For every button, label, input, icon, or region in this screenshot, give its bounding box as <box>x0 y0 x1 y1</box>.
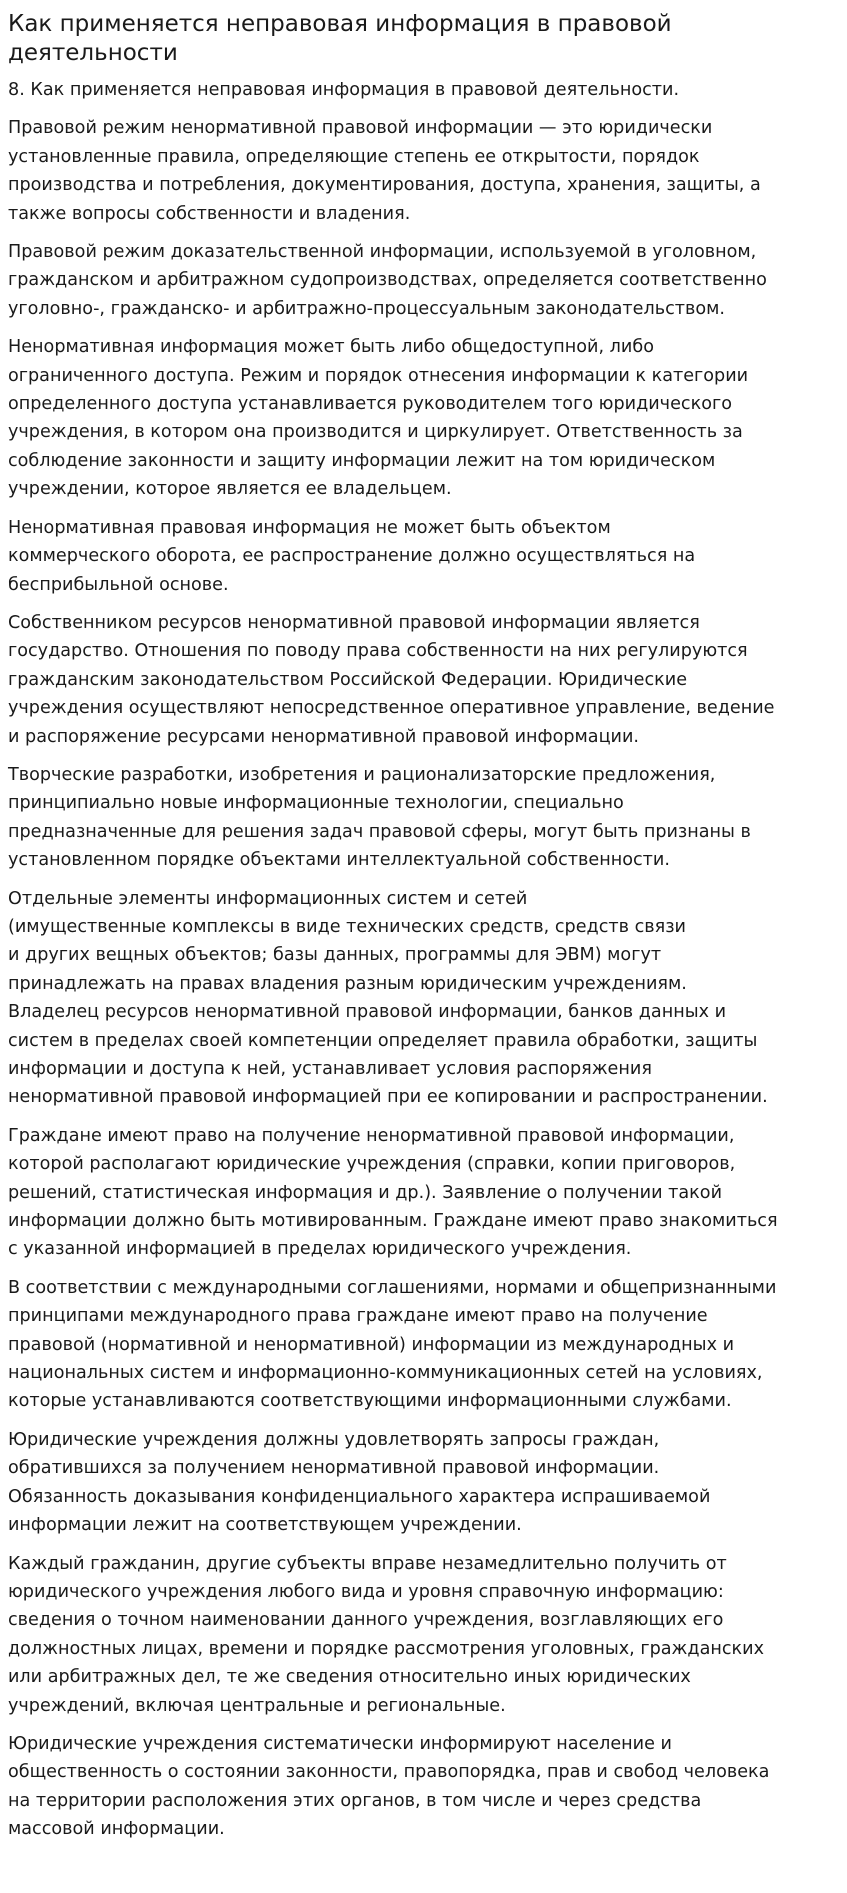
paragraph-11: Каждый гражданин, другие субъекты вправе незамедлительно получить от юридического учреждения любого вида и уровня справочную информацию: сведения о точном наименовании данного учреждения, возглавляющих его должностных лицах, времени и порядке рассмотрения уголовных, гражданских или арбитражных дел, те же сведения относительно иных юридических учреждений, включая центральные и региональные. <box>8 1553 764 1716</box>
paragraph-3: Ненормативная информация может быть либо общедоступной, либо ограниченного доступа. Режим и порядок отнесения информации к категории определенного доступа устанавливается руководителем того юридического учреждения, в котором она производится и циркулирует. Ответственность за соблюдение законности и защиту информации лежит на том юридическом учреждении, которое является ее владельцем. <box>8 337 749 500</box>
paragraph-12: Юридические учреждения систематически информируют население и общественность о состоянии законности, правопорядка, прав и свобод человека на территории расположения этих органов, в том числе и через средства массовой информации. <box>8 1733 770 1840</box>
page-title: Как применяется неправовая информация в правовой деятельности <box>8 11 672 66</box>
article-subtitle: 8. Как применяется неправовая информация в правовой деятельности. <box>8 80 680 100</box>
paragraph-6: Творческие разработки, изобретения и рационализаторские предложения, принципиально новые информационные технологии, специально предназначенные для решения задач правовой сферы, могут быть признаны в установленном порядке объектами интеллектуальной собственности. <box>8 764 751 871</box>
paragraph-2: Правовой режим доказательственной информации, используемой в уголовном, гражданском и арбитражном судопроизводствах, определяется соответственно уголовно-, гражданско- и арбитражно-процессуальным законодательством. <box>8 242 767 319</box>
paragraph-8: Граждане имеют право на получение ненормативной правовой информации, которой располагают юридические учреждения (справки, копии приговоров, решений, статистическая информация и др.). Заявление о получении такой информации должно быть мотивированным. Граждане имеют право знакомиться с указанной информацией в пределах юридического учреждения. <box>8 1125 778 1260</box>
paragraph-7: Отдельные элементы информационных систем и сетей (имущественные комплексы в виде технических средств, средств связи и других вещных объектов; базы данных, программы для ЭВМ) могут принадлежать на правах владения разным юридическим учреждениям. Владелец ресурсов ненормативной правовой информации, банков данных и систем в пределах своей компетенции определяет правила обработки, защиты информации и доступа к ней, устанавливает условия распоряжения ненормативной правовой информацией при ее копировании и распространении. <box>8 888 768 1108</box>
paragraph-4: Ненормативная правовая информация не может быть объектом коммерческого оборота, ее распространение должно осуществляться на бесприбыльной основе. <box>8 517 696 595</box>
paragraph-1: Правовой режим ненормативной правовой информации — это юридически установленные правила, определяющие степень ее открытости, порядок производства и потребления, документирования, доступа, хранения, защиты, а также вопросы собственности и владения. <box>8 118 761 224</box>
paragraph-9: В соответствии с международными соглашениями, нормами и общепризнанными принципами международного права граждане имеют право на получение правовой (нормативной и ненормативной) информации из международных и национальных систем и информационно-коммуникационных сетей на условиях, которые устанавливаются соответствующими информационными службами. <box>8 1277 777 1412</box>
paragraph-10: Юридические учреждения должны удовлетворять запросы граждан, обратившихся за получением ненормативной правовой информации. Обязанность доказывания конфиденциального характера испрашиваемой информации лежит на соответствующем учреждении. <box>8 1429 711 1536</box>
paragraph-5: Собственником ресурсов ненормативной правовой информации является государство. Отношения по поводу права собственности на них регулируются гражданским законодательством Российской Федерации. Юридические учреждения осуществляют непосредственное оперативное управление, ведение и распоряжение ресурсами ненормативной правовой информации. <box>8 612 775 747</box>
